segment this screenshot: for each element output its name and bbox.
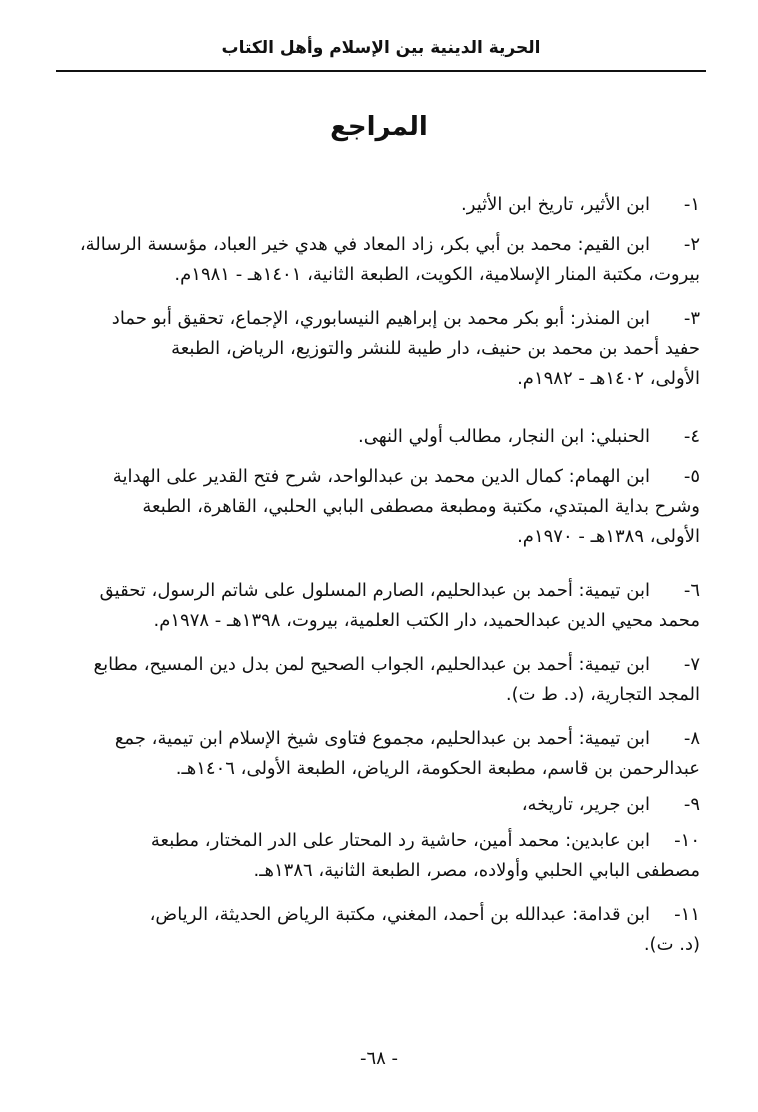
- reference-item: [60, 230, 700, 290]
- reference-text: [60, 790, 700, 820]
- reference-line: محمد محيي الدين عبدالحميد، دار الكتب العلمية، بيروت، ١٣٩٨هـ - ١٩٧٨م.: [153, 610, 700, 631]
- reference-line: حفيد أحمد بن محمد بن حنيف، دار طيبة للنشر والتوزيع، الرياض، الطبعة: [171, 338, 700, 359]
- reference-text: [60, 826, 700, 886]
- reference-line: المجد التجارية، (د. ط ت).: [505, 684, 700, 705]
- reference-item: [60, 790, 700, 820]
- reference-line: ابن قدامة: عبدالله بن أحمد، المغني، مكتبة الرياض الحديثة، الرياض،: [149, 904, 650, 925]
- reference-line: ابن تيمية: أحمد بن عبدالحليم، الجواب الصحيح لمن بدل دين المسيح، مطابع: [93, 654, 650, 675]
- running-header: الحرية الدينية بين الإسلام وأهل الكتاب: [221, 38, 541, 58]
- reference-line: ابن عابدين: محمد أمين، حاشية رد المحتار على الدر المختار، مطبعة: [150, 830, 650, 851]
- header-rule: [56, 70, 706, 72]
- reference-number: ٢-: [683, 234, 700, 255]
- page-title: المراجع: [330, 112, 428, 142]
- reference-text: [60, 650, 700, 710]
- reference-line: ابن تيمية: أحمد بن عبدالحليم، الصارم المسلول على شاتم الرسول، تحقيق: [99, 580, 650, 601]
- reference-line: ابن القيم: محمد بن أبي بكر، زاد المعاد في هدي خير العباد، مؤسسة الرسالة،: [79, 234, 650, 255]
- page-number: - ٦٨-: [359, 1048, 399, 1069]
- reference-line: ابن الأثير، تاريخ ابن الأثير.: [461, 194, 650, 215]
- reference-text: [60, 304, 700, 394]
- reference-text: [60, 230, 700, 290]
- reference-item: [60, 724, 700, 784]
- reference-line: بيروت، مكتبة المنار الإسلامية، الكويت، الطبعة الثانية، ١٤٠١هـ - ١٩٨١م.: [174, 264, 700, 285]
- reference-text: [60, 576, 700, 636]
- reference-item: [60, 650, 700, 710]
- reference-text: [60, 190, 700, 220]
- reference-number: ٣-: [683, 308, 700, 329]
- reference-number: ٤-: [683, 426, 700, 447]
- reference-line: الأولى، ١٣٨٩هـ - ١٩٧٠م.: [517, 526, 700, 547]
- reference-line: الأولى، ١٤٠٢هـ - ١٩٨٢م.: [517, 368, 700, 389]
- reference-line: ابن جرير، تاريخه،: [521, 794, 650, 815]
- reference-number: ٩-: [683, 794, 700, 815]
- reference-item: [60, 422, 700, 452]
- reference-line: الحنبلي: ابن النجار، مطالب أولي النهى.: [357, 426, 650, 447]
- reference-text: [60, 900, 700, 960]
- reference-text: [60, 462, 700, 552]
- reference-line: ابن المنذر: أبو بكر محمد بن إبراهيم النيسابوري، الإجماع، تحقيق أبو حماد: [111, 308, 650, 329]
- reference-line: وشرح بداية المبتدي، مكتبة ومطبعة مصطفى البابي الحلبي، القاهرة، الطبعة: [142, 496, 700, 517]
- reference-text: [60, 422, 700, 452]
- reference-item: [60, 900, 700, 960]
- reference-item: [60, 576, 700, 636]
- reference-line: (د. ت).: [643, 934, 700, 955]
- reference-line: مصطفى البابي الحلبي وأولاده، مصر، الطبعة الثانية، ١٣٨٦هـ.: [253, 860, 700, 881]
- reference-number: ٧-: [683, 654, 700, 675]
- reference-text: [60, 724, 700, 784]
- reference-number: ٥-: [683, 466, 700, 487]
- reference-item: [60, 304, 700, 394]
- reference-item: [60, 462, 700, 552]
- reference-number: ٨-: [683, 728, 700, 749]
- reference-number: ١-: [683, 194, 700, 215]
- reference-line: ابن تيمية: أحمد بن عبدالحليم، مجموع فتاوى شيخ الإسلام ابن تيمية، جمع: [114, 728, 650, 749]
- reference-item: [60, 190, 700, 220]
- reference-number: ١١-: [674, 904, 700, 925]
- reference-number: ١٠-: [674, 830, 700, 851]
- reference-line: عبدالرحمن بن قاسم، مطبعة الحكومة، الرياض، الطبعة الأولى، ١٤٠٦هـ.: [175, 758, 700, 779]
- reference-item: [60, 826, 700, 886]
- reference-number: ٦-: [683, 580, 700, 601]
- reference-line: ابن الهمام: كمال الدين محمد بن عبدالواحد، شرح فتح القدير على الهداية: [112, 466, 650, 487]
